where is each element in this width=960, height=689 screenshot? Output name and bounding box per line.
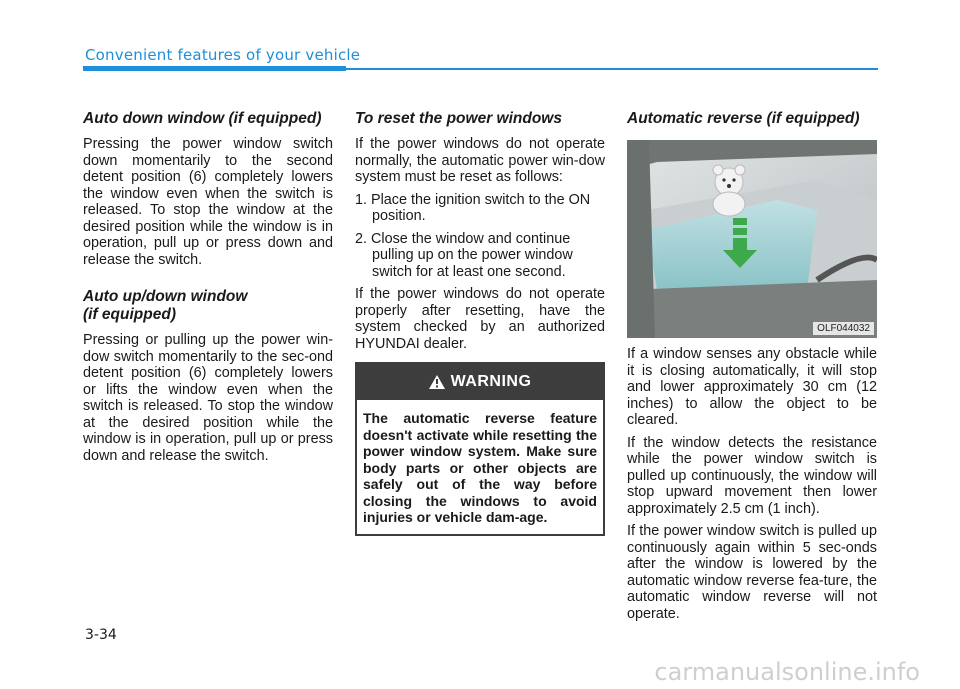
warning-triangle-icon: [429, 375, 445, 389]
column-right: [627, 110, 877, 628]
auto-down-paragraph: Pressing the power window switch down momentarily to the second detent position (6) completely lowers the window even when the switch is released. To stop the window at the desired position while the window is in operation, pull up or press down and release the switch.: [83, 136, 333, 268]
auto-reverse-paragraph-2: If the window detects the resistance while the power window switch is pulled up continuously, the window will stop upward movement then lower approximately 2.5 cm (1 inch).: [627, 434, 877, 517]
image-reference-code: OLF044032: [813, 322, 874, 335]
auto-up-down-heading: [83, 288, 333, 324]
reset-intro: If the power windows do not operate normally, the automatic power win-dow system must be reset as follows:: [355, 136, 605, 185]
watermark: carmanualsonline.info: [654, 658, 920, 686]
auto-up-down-heading-line2: (if equipped): [83, 306, 176, 323]
car-window-photo: [627, 140, 877, 338]
auto-up-down-paragraph: Pressing or pulling up the power win-dow switch momentarily to the sec-ond detent position (6) completely lowers or lifts the window even when the switch is released. To stop the window at the desired position while the window is in operation, pull up or press down and release the switch.: [83, 332, 333, 464]
auto-reverse-paragraph-3: If the power window switch is pulled up continuously again within 5 sec-onds after the window is lowered by the automatic window reverse fea-ture, the automatic window reverse will not operate.: [627, 523, 877, 622]
column-left: [83, 110, 333, 470]
warning-text: The automatic reverse feature doesn't activate while resetting the power window system. Make sure body parts or other objects are safely out of the way before closing the windows to avoid injuries or vehicle dam-age.: [363, 410, 597, 525]
auto-up-down-heading-line1: Auto up/down window: [83, 288, 248, 305]
reset-step-1: 1. Place the ignition switch to the ON position.: [355, 191, 591, 224]
column-middle: [355, 110, 605, 536]
reset-steps: [355, 192, 605, 281]
window-obstacle-illustration: [627, 140, 877, 338]
warning-box: [355, 362, 605, 536]
auto-reverse-paragraph-1: If a window senses any obstacle while it is closing automatically, it will stop and lower approximately 30 cm (12 inches) to allow the object to be cleared.: [627, 346, 877, 428]
warning-header: [357, 364, 603, 400]
auto-down-heading: Auto down window (if equipped): [83, 110, 322, 127]
section-header-title: Convenient features of your vehicle: [85, 46, 361, 64]
reset-outro: If the power windows do not operate properly after resetting, have the system checked by an authorized HYUNDAI dealer.: [355, 286, 605, 352]
warning-label: WARNING: [450, 373, 532, 390]
auto-reverse-heading: Automatic reverse (if equipped): [627, 110, 860, 127]
reset-step-2: 2. Close the window and continue pulling up on the power window switch for at least one second.: [355, 230, 573, 280]
page-number: 3-34: [85, 627, 117, 643]
header-rule-thin: [346, 68, 878, 70]
header-rule-thick: [83, 66, 346, 71]
reset-heading: To reset the power windows: [355, 110, 562, 127]
